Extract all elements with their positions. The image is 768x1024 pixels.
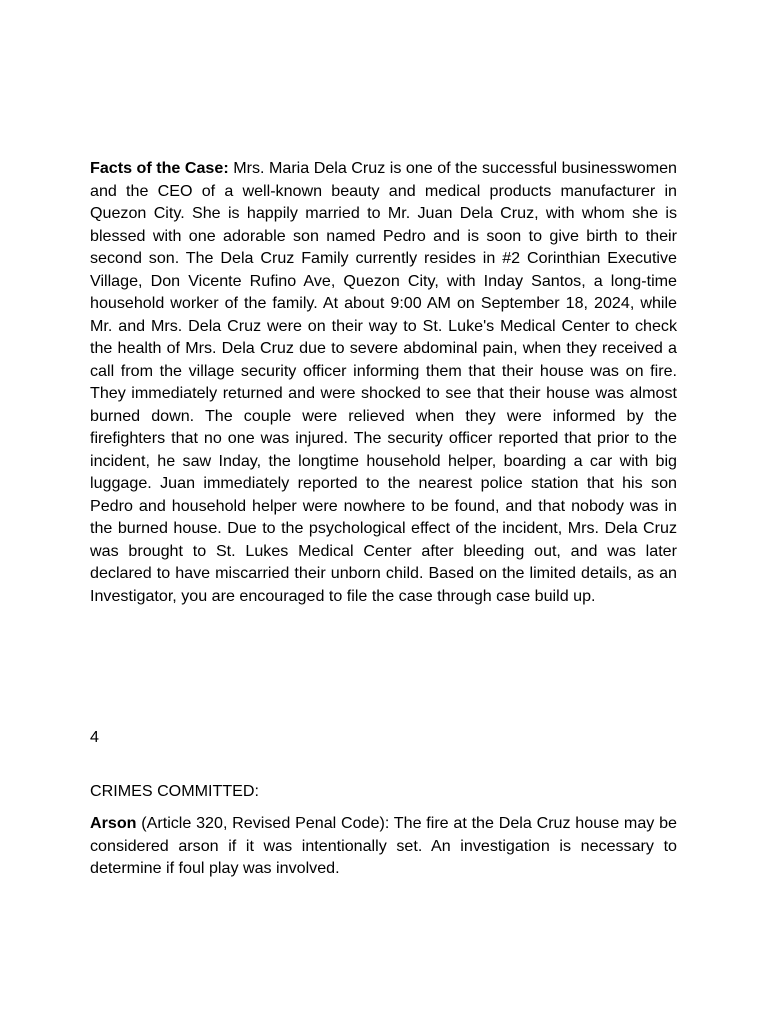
crime-item-arson xyxy=(90,812,677,880)
crime-label: Arson xyxy=(90,814,137,832)
facts-text: Mrs. Maria Dela Cruz is one of the successful businesswomen and the CEO of a well-known beauty and medical products manufacturer in Quezon City. She is happily married to Mr. Juan Dela Cruz, with whom she is blessed with one adorable son named Pedro and is soon to give birth to their second son. The Dela Cruz Family currently resides in #2 Corinthian Executive Village, Don Vicente Rufino Ave, Quezon City, with Inday Santos, a long-time household worker of the family. At about 9:00 AM on September 18, 2024, while Mr. and Mrs. Dela Cruz were on their way to St. Luke's Medical Center to check the health of Mrs. Dela Cruz due to severe abdominal pain, when they received a call from the village security officer informing them that their house was on fire. They immediately returned and were shocked to see that their house was almost burned down. The couple were relieved when they were informed by the firefighters that no one was injured. The security officer reported that prior to the incident, he saw Inday, the longtime household helper, boarding a car with big luggage. Juan immediately reported to the nearest police station that his son Pedro and household helper were nowhere to be found, and that nobody was in the burned house. Due to the psychological effect of the incident, Mrs. Dela Cruz was brought to St. Lukes Medical Center after bleeding out, and was later declared to have miscarried their unborn child. Based on the limited details, as an Investigator, you are encouraged to file the case through case build up. xyxy=(90,159,677,605)
page-number: 4 xyxy=(90,728,99,746)
facts-label: Facts of the Case: xyxy=(90,159,229,177)
crimes-heading: CRIMES COMMITTED: xyxy=(90,782,259,800)
crime-text: (Article 320, Revised Penal Code): The fire at the Dela Cruz house may be considered arson if it was intentionally set. An investigation is necessary to determine if foul play was involved. xyxy=(90,814,677,877)
facts-paragraph xyxy=(90,157,677,607)
